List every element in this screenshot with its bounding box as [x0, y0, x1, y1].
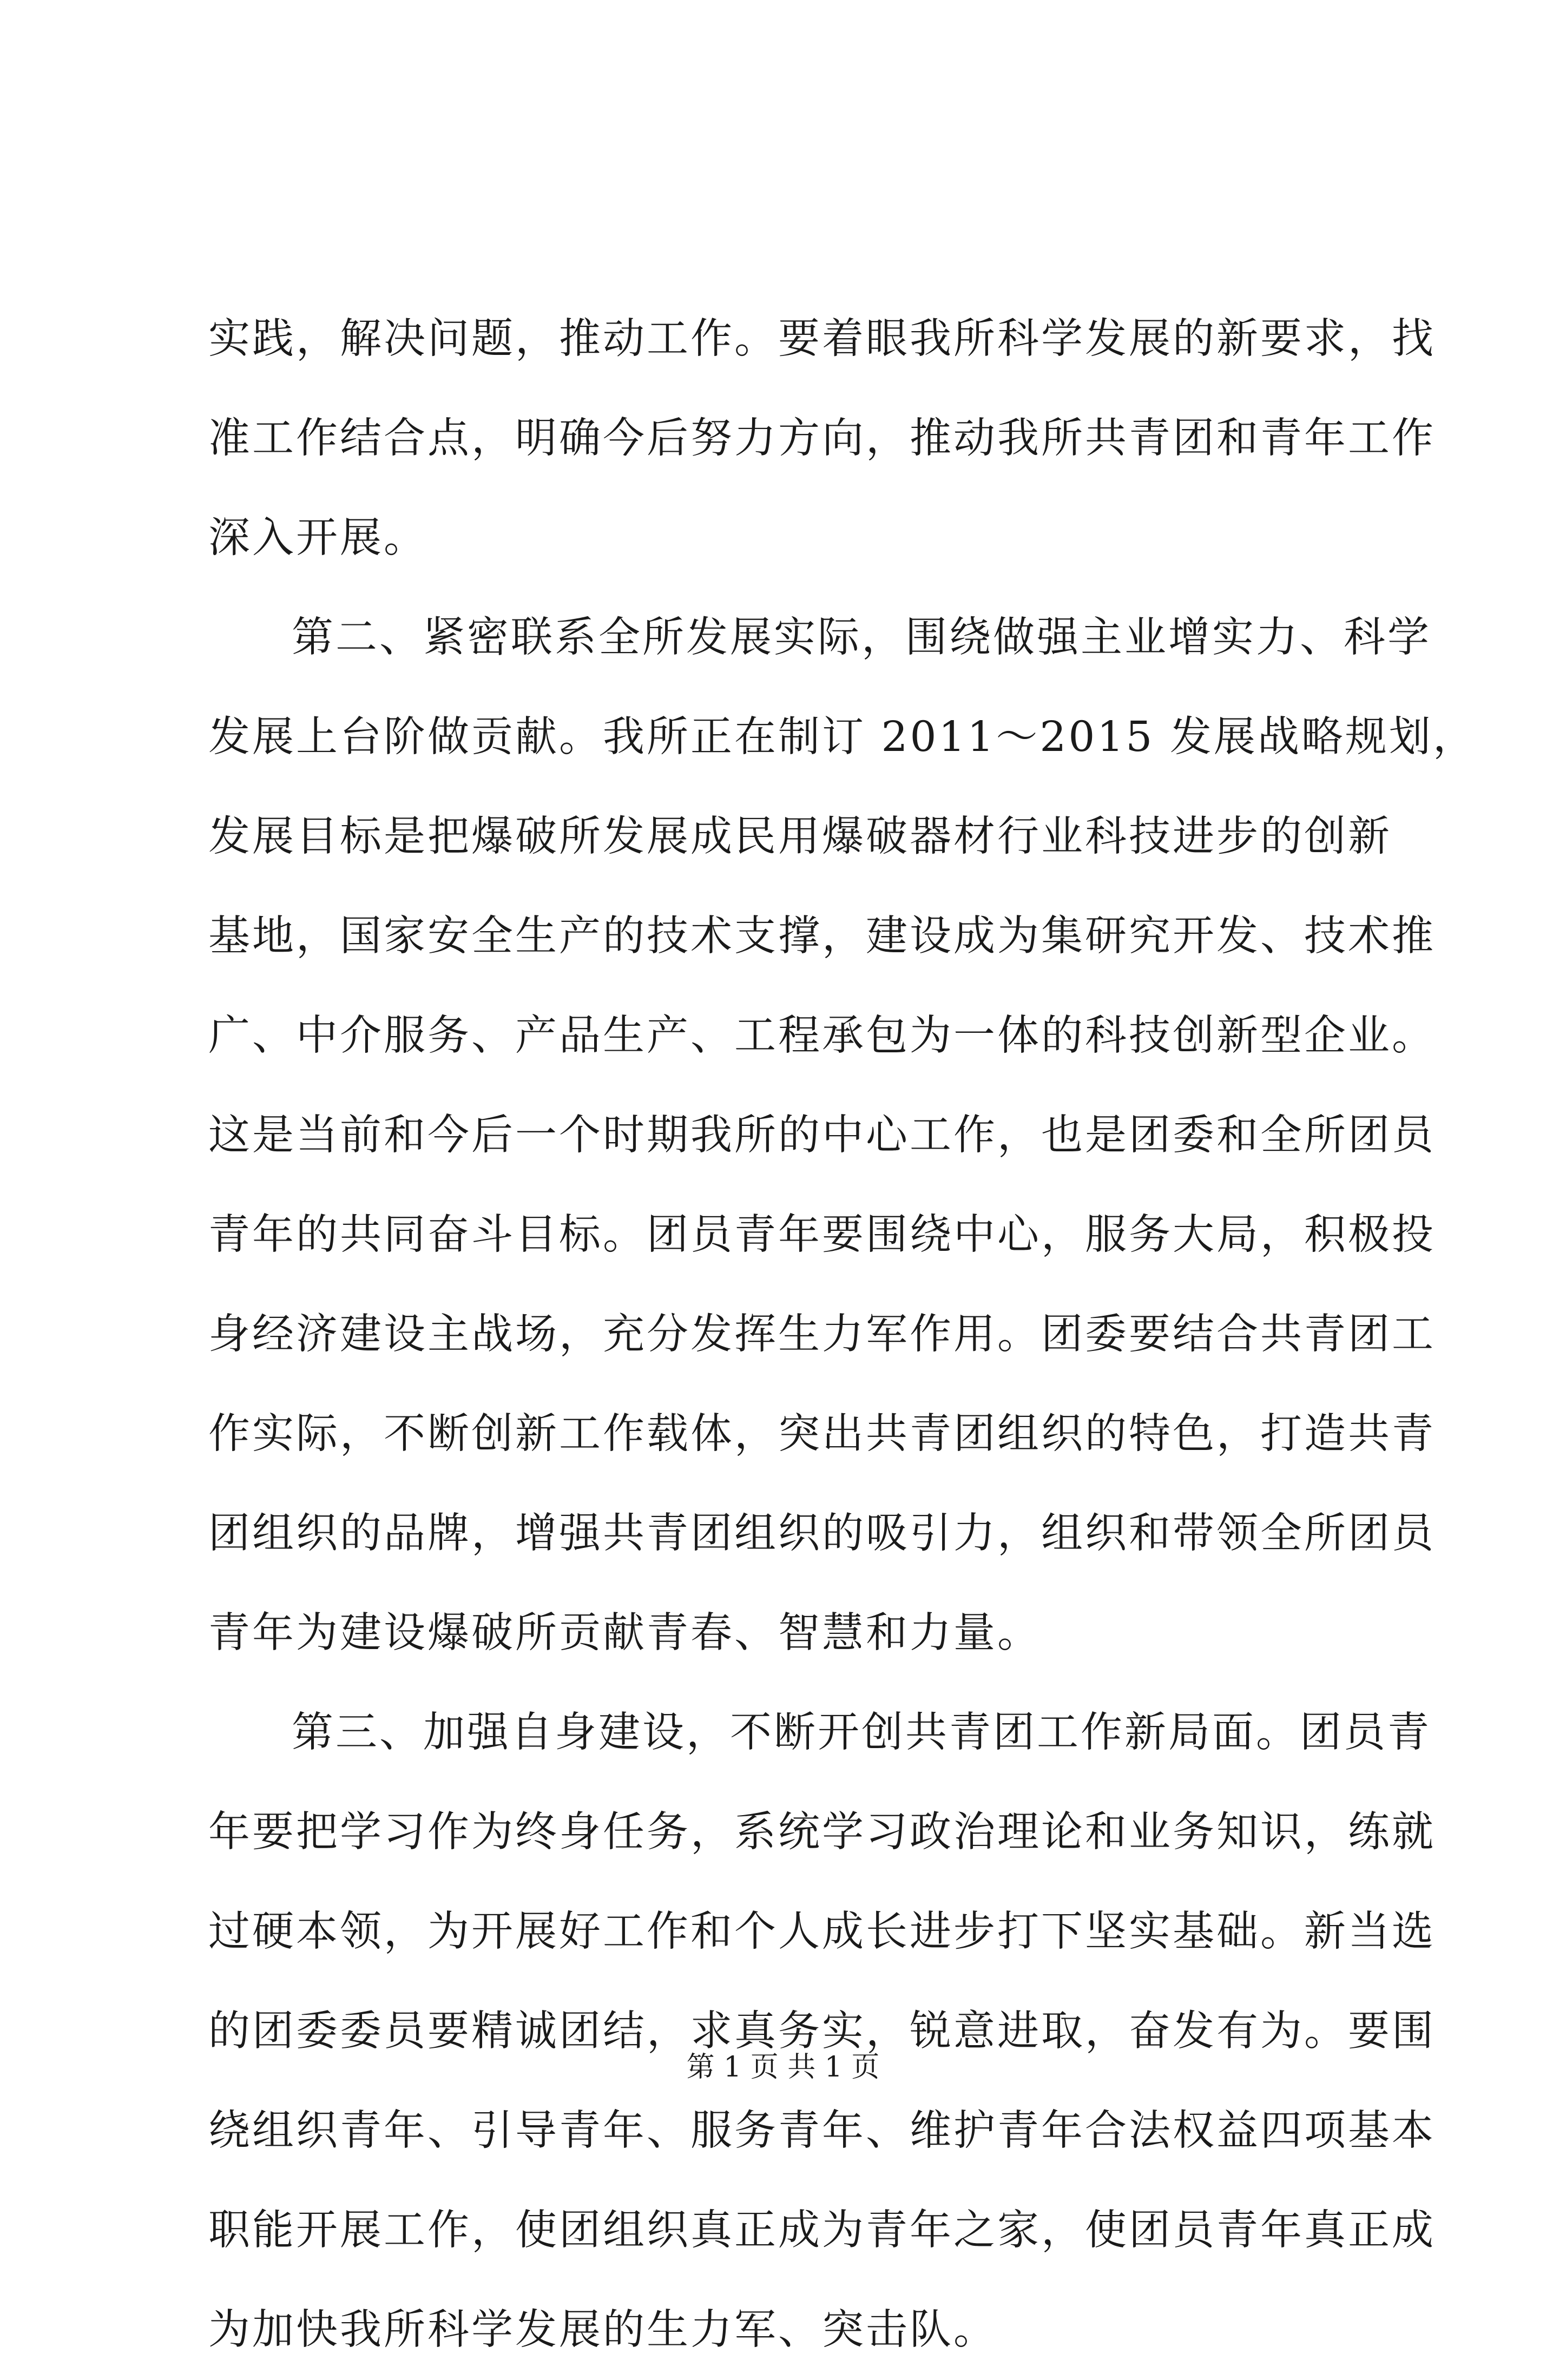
text-line-20: 职能开展工作，使团组织真正成为青年之家，使团员青年真正成: [208, 2206, 1436, 2254]
text-line-8: 广、中介服务、产品生产、工程承包为一体的科技创新型企业。: [208, 1012, 1436, 1060]
text-line-14: 青年为建设爆破所贡献青春、智慧和力量。: [208, 1609, 1041, 1657]
text-line-13: 团组织的品牌，增强共青团组织的吸引力，组织和带领全所团员: [208, 1509, 1436, 1558]
text-line-10: 青年的共同奋斗目标。团员青年要围绕中心，服务大局，积极投: [208, 1211, 1436, 1259]
text-line-2: 准工作结合点，明确今后努力方向，推动我所共青团和青年工作: [208, 414, 1436, 463]
text-line-18: 的团委委员要精诚团结，求真务实，锐意进取，奋发有为。要围: [208, 2007, 1436, 2055]
paragraph-3-first-line: 第三、加强自身建设，不断开创共青团工作新局面。团员青: [292, 1709, 1431, 1757]
text-line-6: 发展目标是把爆破所发展成民用爆破器材行业科技进步的创新: [208, 813, 1392, 861]
text-line-16: 年要把学习作为终身任务，系统学习政治理论和业务知识，练就: [208, 1808, 1436, 1856]
text-line-9: 这是当前和今后一个时期我所的中心工作，也是团委和全所团员: [208, 1111, 1436, 1159]
text-line-21: 为加快我所科学发展的生力军、突击队。: [208, 2306, 997, 2354]
text-line-1: 实践，解决问题，推动工作。要着眼我所科学发展的新要求，找: [208, 315, 1436, 363]
text-line-17: 过硬本领，为开展好工作和个人成长进步打下坚实基础。新当选: [208, 1908, 1436, 1956]
text-line-11: 身经济建设主战场，充分发挥生力军作用。团委要结合共青团工: [208, 1310, 1436, 1359]
text-line-19: 绕组织青年、引导青年、服务青年、维护青年合法权益四项基本: [208, 2107, 1436, 2155]
page-number-footer: 第 1 页 共 1 页: [686, 2051, 880, 2084]
text-line-12: 作实际，不断创新工作载体，突出共青团组织的特色，打造共青: [208, 1410, 1436, 1458]
text-line-5: 发展上台阶做贡献。我所正在制订 2011～2015 发展战略规划，: [208, 713, 1477, 761]
paragraph-2-first-line: 第二、紧密联系全所发展实际，围绕做强主业增实力、科学: [292, 614, 1431, 662]
text-line-3: 深入开展。: [208, 514, 427, 562]
text-line-7: 基地，国家安全生产的技术支撑，建设成为集研究开发、技术推: [208, 912, 1436, 960]
